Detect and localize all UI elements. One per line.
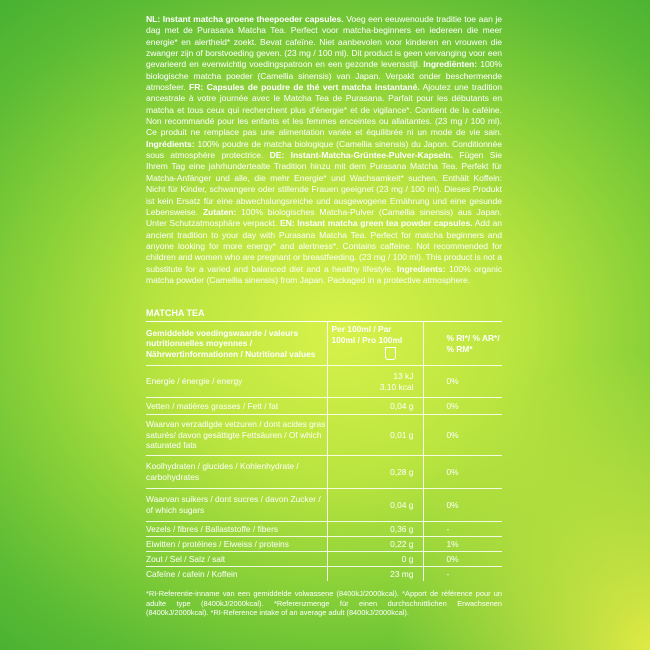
row-value: 0,01 g bbox=[328, 415, 424, 456]
row-ri: 0% bbox=[424, 552, 502, 567]
header-nutrients: Gemiddelde voedingswaarde / valeurs nutritionnelles moyennes / Nährwertinformationen / Nutritional values bbox=[146, 327, 316, 359]
table-row bbox=[146, 489, 502, 522]
header-ri: % RI*/ % AR*/ % RM* bbox=[424, 322, 502, 366]
product-description bbox=[146, 14, 502, 286]
de-text: Fügen Sie Ihrem Tag eine jahrhundertealte Tradition hinzu mit dem Purasana Matcha Tea. Perfekt für Matcha-Anfänger und alle, die mehr Energie* und Wachsamkeit* suchen. Enthält Koffein: Nicht für Kinder, schwangere oder stillende Frauen geeignet (23 mg / 100 ml). Dieses Produkt ist kein Ersatz für eine abwechslungsreiche und ausgewogene Ernährung und eine gesunde Lebensweise. bbox=[146, 150, 502, 217]
fr-ingredients: 100% poudre de matcha biologique (Camellia sinensis) du Japon. Conditionnée sous atmosphère protectrice. bbox=[146, 138, 502, 161]
row-value: 0,04 g bbox=[328, 489, 424, 522]
nl-heading: NL: Instant matcha groene theepoeder capsules. bbox=[146, 14, 344, 24]
header-per-100ml-text: Per 100ml / Par 100ml / Pro 100ml bbox=[331, 324, 403, 345]
row-ri: 0% bbox=[424, 456, 502, 489]
row-label: Energie / énergie / energy bbox=[146, 376, 243, 387]
row-value: 0,28 g bbox=[328, 456, 424, 489]
header-per-100ml bbox=[328, 322, 424, 366]
row-label: Waarvan suikers / dont sucres / davon Zucker / of which sugars bbox=[146, 494, 321, 516]
energy-kcal: 3,10 kcal bbox=[379, 381, 414, 392]
nl-ingredients: 100% biologische matcha poeder (Camellia sinensis) van Japan. Verpakt onder beschermende atmosfeer. bbox=[146, 59, 502, 93]
fr-heading: FR: Capsules de poudre de thé vert matcha instantané. bbox=[189, 82, 420, 93]
row-value: 0 g bbox=[328, 552, 424, 567]
row-label: Zout / Sel / Salz / salt bbox=[146, 553, 226, 564]
de-ingredients: 100% biologisches Matcha-Pulver (Camellia sinensis) aus Japan. Unter Schutzatmosphäre verpackt. bbox=[146, 206, 502, 229]
row-value: 0,36 g bbox=[328, 522, 424, 537]
table-footnote: *RI-Referentie-inname van een gemiddelde volwassene (8400kJ/2000kcal). *Apport de référence pour un adulte type (8400kJ/2000kcal). *Referenzmenge für einen durchschnittlichen Erwachsenen (8400kJ/2000kcal). *RI-Reference intake of an average adult (8400kJ/2000kcal). bbox=[146, 589, 502, 618]
row-label: Cafeïne / cafein / Koffein bbox=[146, 568, 238, 579]
de-ingredients-heading: Zutaten: bbox=[202, 206, 237, 217]
table-row bbox=[146, 552, 502, 567]
en-text: Add an ancient tradition to your day with Purasana Matcha Tea. Perfect for matcha beginners and anyone looking for more energy* and alertness*. Contains caffeine. Not recommended for children and women who are pregnant or breastfeeding. (23 mg / 100 ml). This product is not a substitute for a varied and balanced diet and a healthy lifestyle. bbox=[146, 218, 502, 274]
nl-ingredients-heading: Ingrediënten: bbox=[423, 59, 478, 70]
table-row bbox=[146, 522, 502, 537]
nutrition-table bbox=[146, 321, 502, 581]
row-ri: 0% bbox=[424, 366, 502, 398]
row-label: Waarvan verzadigde vetzuren / dont acides gras saturés/ davon gesättigte Fettsäuren / Of which saturated fats bbox=[146, 419, 326, 451]
row-value: 0,22 g bbox=[328, 537, 424, 552]
row-ri: - bbox=[424, 522, 502, 537]
en-ingredients: 100% organic matcha powder (Camellia sinensis) from Japan. Packaged in a protective atmosphere. bbox=[146, 263, 502, 285]
table-row bbox=[146, 415, 502, 456]
row-label: Koolhydraten / glucides / Kohlenhydrate / carbohydrates bbox=[146, 461, 299, 483]
row-label: Vezels / fibres / Ballaststoffe / fibers bbox=[146, 523, 279, 534]
row-ri: 1% bbox=[424, 537, 502, 552]
row-ri: 0% bbox=[424, 489, 502, 522]
glass-icon bbox=[385, 347, 396, 360]
nl-text: Voeg een eeuwenoude traditie toe aan je dag met de Purasana Matcha Tea. Perfect voor matcha-beginners en iedereen die meer energie* en alertheid* zoekt. Bevat cafeïne. Niet aanbevolen voor kinderen en vrouwen die zwanger zijn of borstvoeding geven. (23 mg / 100 ml). Dit product is geen vervanging voor een gevarieerd en evenwichtig voedingspatroon en een gezonde levensstijl. bbox=[146, 14, 502, 70]
label-content bbox=[146, 14, 502, 625]
table-row bbox=[146, 537, 502, 552]
en-ingredients-heading: Ingredients: bbox=[396, 263, 446, 274]
table-title: MATCHA TEA bbox=[146, 308, 205, 319]
fr-text: Ajoutez une tradition ancestrale à votre journée avec le Matcha Tea de Purasana. Parfait pour les débutants en matcha et tous ceux qui recherchent plus d'énergie* et de vigilance*. Contient de la caféine. Non recommandé pour les enfants et les femmes enceintes ou allaitantes. (23 mg / 100 ml). Ce produit ne remplace pas une alimentation variée et équilibrée ni un mode de vie sain. bbox=[146, 82, 502, 138]
row-value: 23 mg bbox=[328, 567, 424, 582]
table-row bbox=[146, 567, 502, 582]
de-heading: DE: Instant-Matcha-Grüntee-Pulver-Kapseln. bbox=[269, 150, 453, 161]
row-ri: 0% bbox=[424, 415, 502, 456]
table-row bbox=[146, 398, 502, 415]
en-heading: EN: Instant matcha green tea powder capsules. bbox=[280, 218, 473, 229]
row-label: Eiwitten / protéines / Eiweiss / proteins bbox=[146, 538, 289, 549]
row-value bbox=[328, 366, 424, 398]
row-ri: - bbox=[424, 567, 502, 582]
row-value: 0,04 g bbox=[328, 398, 424, 415]
fr-ingredients-heading: Ingrédients: bbox=[146, 138, 195, 149]
table-row bbox=[146, 366, 502, 398]
row-ri: 0% bbox=[424, 398, 502, 415]
table-row bbox=[146, 456, 502, 489]
row-label: Vetten / matières grasses / Fett / fat bbox=[146, 400, 279, 411]
table-header bbox=[146, 322, 502, 366]
energy-kj: 13 kJ bbox=[393, 370, 414, 381]
